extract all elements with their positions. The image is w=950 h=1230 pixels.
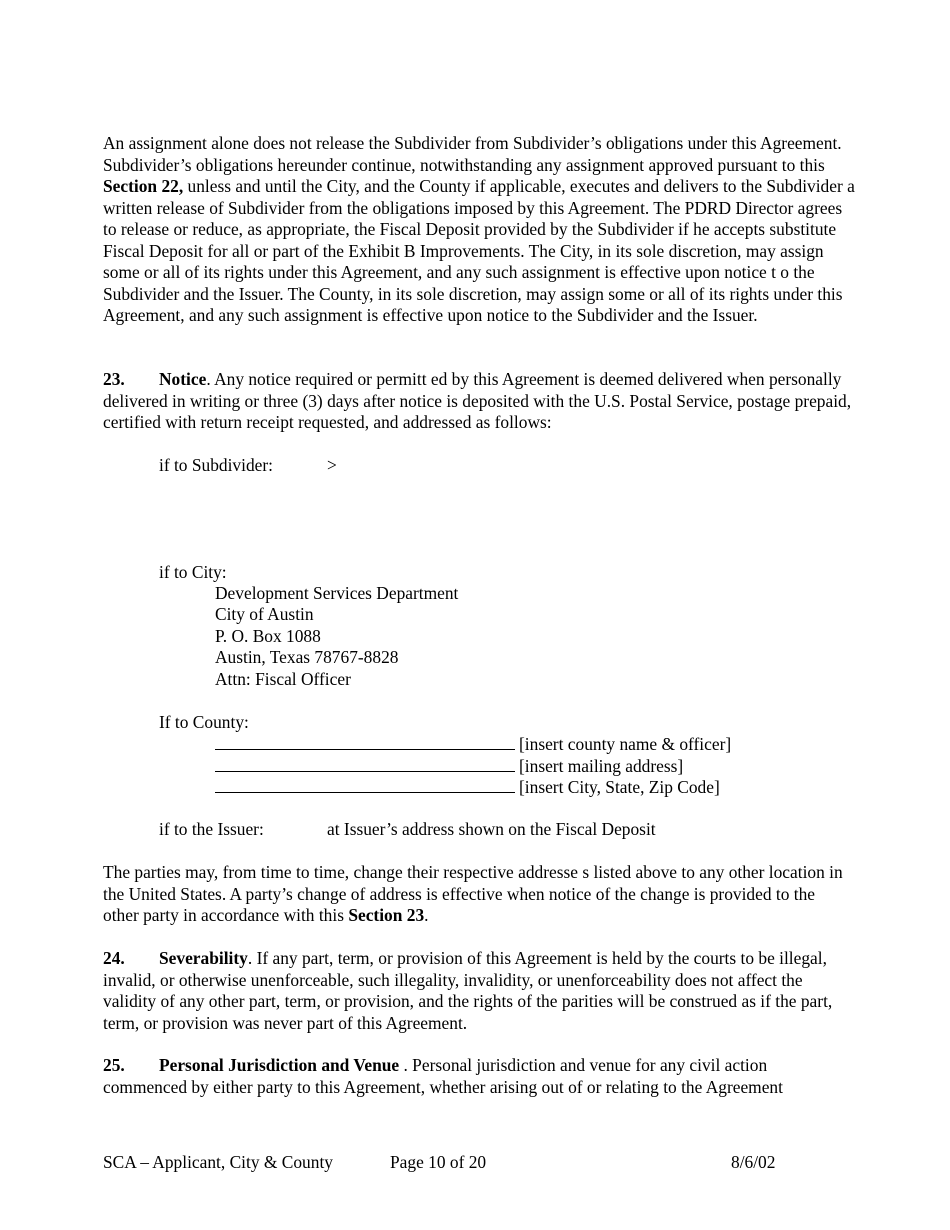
city-address-line: City of Austin [215,604,314,624]
section-25-paragraph [103,1055,855,1098]
section-25-text: . Personal jurisdiction and venue for any civil action commenced by either party to this Agreement, whether arising out of or relating to the Agreement [103,1055,783,1097]
issuer-value: at Issuer’s address shown on the Fiscal Deposit [327,819,656,839]
section-23-closing-text-a: The parties may, from time to time, change their respective addresse s listed above to any other location in the United States. A party’s change of address is effective when notice of the change is provided to the other party in accordance with this [103,862,843,925]
county-blank-hint: [insert county name & officer] [519,734,732,754]
section-25-number: 25. [103,1055,125,1075]
section-24-title: Severability [159,948,248,968]
footer-date: 8/6/02 [731,1152,776,1172]
section-25-title: Personal Jurisdiction and Venue [159,1055,400,1075]
section-24-number: 24. [103,948,125,968]
county-blank-row [215,733,731,756]
issuer-label: if to the Issuer: [159,819,264,839]
footer-page-number: Page 10 of 20 [390,1152,487,1172]
section-24-paragraph [103,948,855,1034]
section-23-closing-ref: Section 23 [348,905,425,925]
section-23-text: . Any notice required or permitt ed by this Agreement is deemed delivered when personally delivered in writing or three (3) days after notice is deposited with the U.S. Postal Service, postage prepaid, certified with return receipt requested, and addressed as follows: [103,369,852,432]
section-23-closing-text-b: . [424,905,429,925]
blank-line [215,755,515,772]
county-blank-hint: [insert City, State, Zip Code] [519,777,720,797]
section-22-continuation [103,133,855,327]
section-22-text-a: An assignment alone does not release the Subdivider from Subdivider’s obligations under this Agreement. Subdivider’s obligations hereunder continue, notwithstanding any assignment approved pursuant to this [103,133,842,175]
city-address-line: Austin, Texas 78767-8828 [215,647,399,667]
subdivider-value: > [327,455,337,475]
section-23-title: Notice [159,369,207,389]
county-label: If to County: [159,712,249,732]
county-blank-hint: [insert mailing address] [519,756,684,776]
subdivider-label: if to Subdivider: [159,455,273,475]
section-23-number: 23. [103,369,125,389]
subdivider-address-row [159,455,273,477]
city-address-line: Development Services Department [215,583,459,603]
city-address-line: Attn: Fiscal Officer [215,669,351,689]
city-label: if to City: [159,562,227,582]
blank-line [215,733,515,750]
section-23-paragraph [103,369,855,434]
county-blank-row [215,776,720,799]
section-23-closing [103,862,855,927]
section-24-text: . If any part, term, or provision of this Agreement is held by the courts to be illegal, invalid, or otherwise unenforceable, such illegality, invalidity, or unenforceability does not affect the validity of any other part, term, or provision, and the rights of the parities will be construed as if the part, term, or provision was never part of this Agreement. [103,948,833,1033]
city-address-line: P. O. Box 1088 [215,626,321,646]
section-22-ref: Section 22, [103,176,184,196]
county-blank-row [215,755,683,778]
blank-line [215,776,515,793]
section-22-text-b: unless and until the City, and the County if applicable, executes and delivers to the Subdivider a written release of Subdivider from the obligations imposed by this Agreement. The PDRD Director agrees to release or reduce, as appropriate, the Fiscal Deposit provided by the Subdivider if he accepts substitute Fiscal Deposit for all or part of the Exhibit B Improvements. The City, in its sole discretion, may assign some or all of its rights under this Agreement, and any such assignment is effective upon notice t o the Subdivider and the Issuer. The County, in its sole discretion, may assign some or all of its rights under this Agreement, and any such assignment is effective upon notice to the Subdivider and the Issuer. [103,176,855,325]
footer-document-name: SCA – Applicant, City & County [103,1152,333,1172]
